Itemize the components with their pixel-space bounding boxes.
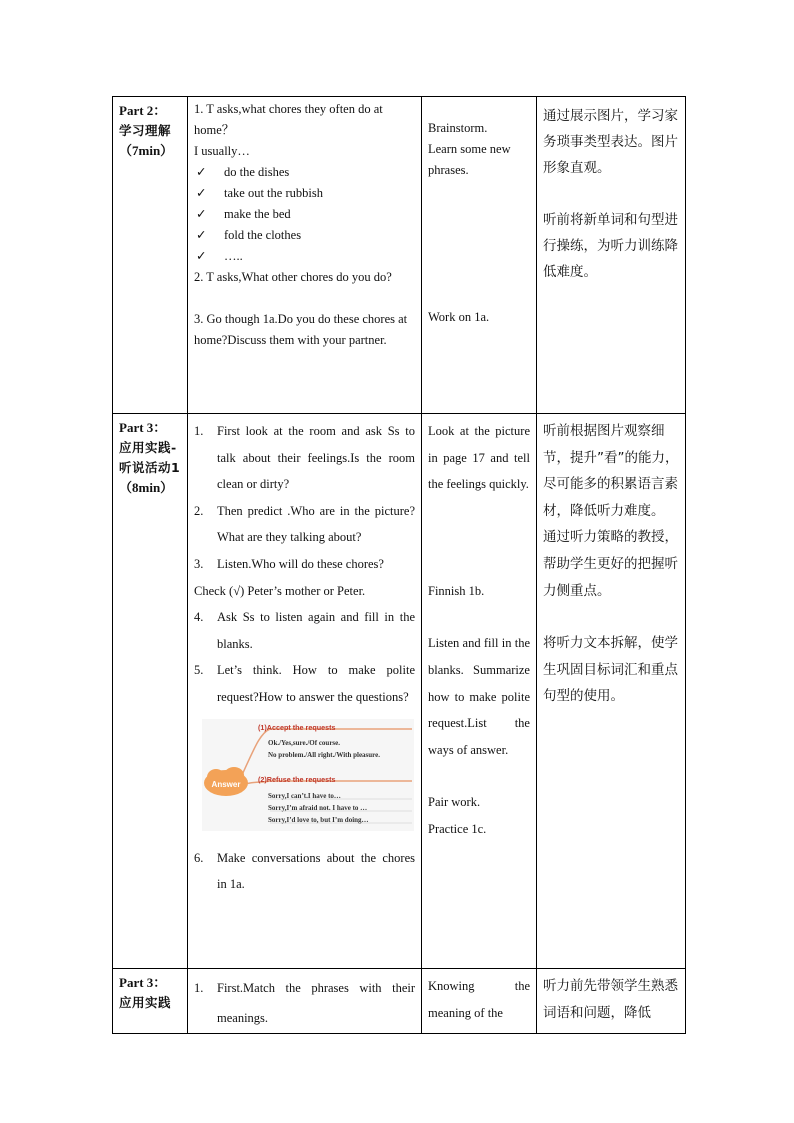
procedure-item: 4. Ask Ss to listen again and fill in the blanks. [194, 610, 415, 651]
activity-cell [422, 969, 537, 1034]
stage-cell [113, 97, 188, 414]
table-row-part3-b [113, 969, 686, 1034]
purpose-text: 通过听力策略的教授，帮助学生更好的把握听力侧重点。 [543, 529, 678, 599]
activity-cell [422, 414, 537, 969]
procedure-item: 1. First.Match the phrases with their meanings. [194, 981, 415, 1025]
stage-label: Part 3： [119, 975, 167, 990]
activity-text: Brainstorm. [428, 121, 488, 135]
check-icon: ✓ [196, 207, 207, 221]
procedure-item: 1. T asks,what chores they often do at home？ [194, 102, 383, 137]
purpose-cell [537, 969, 686, 1034]
checklist-item: ✓ ….. [194, 246, 415, 267]
answer-mindmap [202, 719, 414, 831]
purpose-text: 听前根据图片观察细节，提升”看”的能力，尽可能多的积累语言素材，降低听力难度。 [543, 423, 679, 519]
procedure-check-line: Check (√) Peter’s mother or Peter. [194, 583, 366, 598]
activity-text: Pair work. [428, 795, 481, 810]
activity-text: Knowing the meaning of the [428, 979, 530, 1020]
procedure-cell [188, 97, 422, 414]
lesson-plan-table [112, 96, 686, 1034]
activity-text: Work on 1a. [428, 310, 490, 324]
activity-text: Practice 1c. [428, 821, 487, 836]
check-icon: ✓ [196, 186, 207, 200]
check-icon: ✓ [196, 249, 207, 263]
procedure-cell [188, 969, 422, 1034]
procedure-item: 3. Listen.Who will do these chores? [194, 556, 384, 571]
stage-name: 应用实践-听说活动1 [119, 440, 181, 475]
purpose-cell [537, 414, 686, 969]
stage-cell [113, 969, 188, 1034]
procedure-item: 2. Then predict .Who are in the picture?What are they talking about? [194, 503, 415, 545]
activity-text: Look at the picture in page 17 and tell the feelings quickly. [428, 424, 530, 492]
procedure-item: 2. T asks,What other chores do you do? [194, 270, 392, 284]
stage-time: （8min） [119, 480, 174, 495]
purpose-text: 通过展示图片，学习家务琐事类型表达。图片形象直观。 [543, 108, 678, 176]
procedure-cell [188, 414, 422, 969]
procedure-item: 3. Go though 1a.Do you do these chores at home?Discuss them with your partner. [194, 312, 408, 347]
stage-label: Part 3： [119, 420, 167, 435]
purpose-cell [537, 97, 686, 414]
mindmap-refuse-line: Sorry,I can’t.I have to… [268, 791, 341, 800]
stage-name: 应用实践 [119, 995, 172, 1010]
procedure-item: 6. Make conversations about the chores in 1a. [194, 850, 415, 892]
check-icon: ✓ [196, 165, 207, 179]
check-icon: ✓ [196, 228, 207, 242]
checklist-item: ✓ fold the clothes [194, 225, 415, 246]
checklist-item: ✓ do the dishes [194, 162, 415, 183]
activity-text: Listen and fill in the blanks. Summarize how to make polite request.List the ways of answer. [428, 636, 530, 757]
checklist-item: ✓ take out the rubbish [194, 183, 415, 204]
purpose-text: 听前将新单词和句型进行操练，为听力训练降低难度。 [543, 212, 678, 280]
mindmap-refuse-line: Sorry,I’m afraid not. I have to … [268, 803, 368, 812]
mindmap-refuse-title: (2)Refuse the requests [258, 774, 336, 784]
activity-text: Finnish 1b. [428, 583, 485, 598]
checklist-item: ✓ make the bed [194, 204, 415, 225]
table-row-part2 [113, 97, 686, 414]
mindmap-accept-title: (1)Accept the requests [258, 722, 336, 732]
table-row-part3 [113, 414, 686, 969]
stage-time: （7min） [119, 143, 174, 158]
stage-label: Part 2： [119, 103, 167, 118]
purpose-text: 听力前先带领学生熟悉词语和问题，降低 [543, 978, 678, 1021]
activity-text: Learn some new phrases. [428, 142, 511, 177]
procedure-prompt: I usually… [194, 144, 250, 158]
procedure-item: 1. First look at the room and ask Ss to talk about their feelings.Is the room clean or dirty? [194, 424, 415, 492]
mindmap-accept-line: Ok./Yes,sure./Of course. [268, 738, 341, 747]
activity-cell [422, 97, 537, 414]
mindmap-accept-line: No problem./All right./With pleasure. [268, 750, 381, 759]
mindmap-refuse-line: Sorry,I’d love to, but I’m doing… [268, 815, 369, 824]
procedure-item: 5. Let’s think. How to make polite request?How to answer the questions? [194, 663, 415, 704]
stage-cell [113, 414, 188, 969]
mindmap-center-label: Answer [211, 779, 241, 789]
stage-name: 学习理解 [119, 123, 172, 138]
purpose-text: 将听力文本拆解，使学生巩固目标词汇和重点句型的使用。 [543, 635, 678, 705]
